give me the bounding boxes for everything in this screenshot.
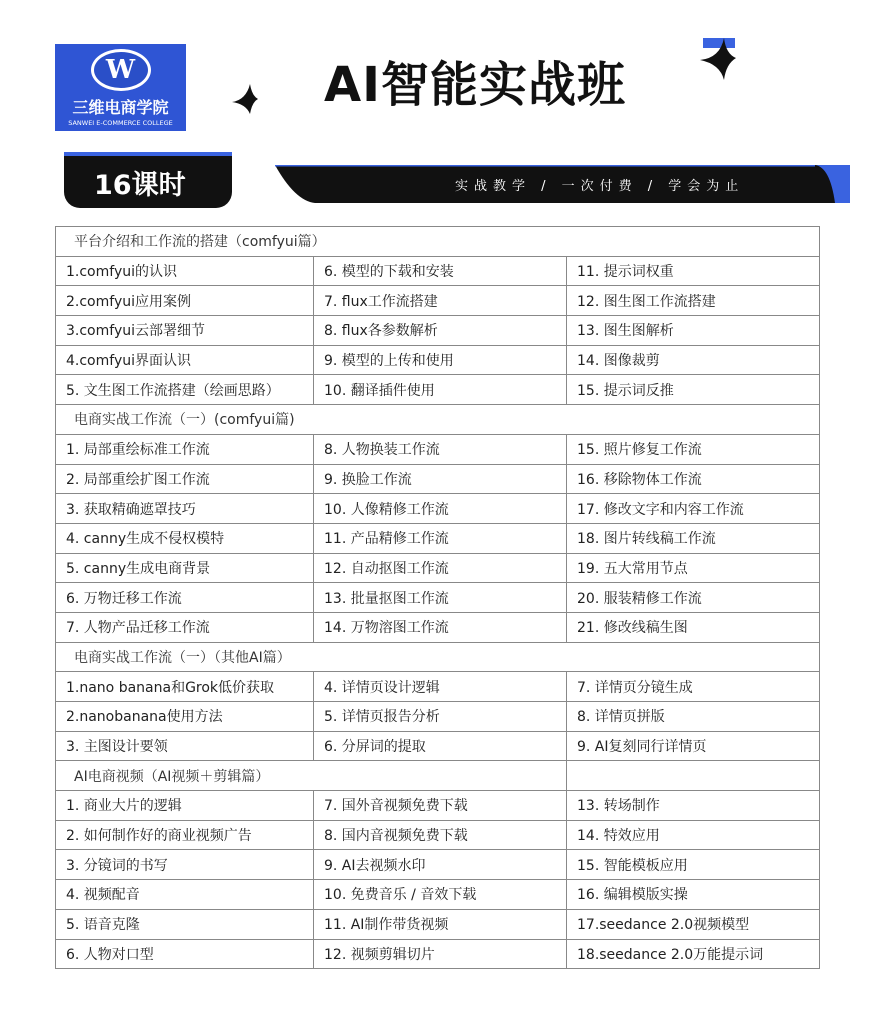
table-row xyxy=(56,672,820,702)
lesson-cell: 20. 服装精修工作流 xyxy=(567,583,820,613)
page-title: AI智能实战班 xyxy=(324,57,627,113)
table-row xyxy=(56,820,820,850)
section-header-row xyxy=(56,642,820,672)
section-title: 平台介绍和工作流的搭建（comfyui篇） xyxy=(56,227,820,257)
slogan-text: 实战教学 / 一次付费 / 学会为止 xyxy=(455,179,745,194)
lesson-cell: 11. 提示词权重 xyxy=(567,256,820,286)
lesson-cell: 4. canny生成不侵权模特 xyxy=(56,523,314,553)
section-title: 电商实战工作流（一）(comfyui篇) xyxy=(56,405,820,435)
lesson-cell: 15. 照片修复工作流 xyxy=(567,434,820,464)
logo-name-cn: 三维电商学院 xyxy=(72,98,169,117)
lesson-cell: 13. 图生图解析 xyxy=(567,316,820,346)
lesson-cell: 2. 局部重绘扩图工作流 xyxy=(56,464,314,494)
section-header-row xyxy=(56,227,820,257)
lesson-cell: 1. 商业大片的逻辑 xyxy=(56,791,314,821)
lesson-cell: 6. 人物对口型 xyxy=(56,939,314,969)
empty-cell xyxy=(567,761,820,791)
lesson-cell: 5. canny生成电商背景 xyxy=(56,553,314,583)
section-title: 电商实战工作流（一）（其他AI篇） xyxy=(56,642,820,672)
table-row xyxy=(56,850,820,880)
lesson-cell: 16. 编辑模版实操 xyxy=(567,880,820,910)
lesson-cell: 7. 人物产品迁移工作流 xyxy=(56,612,314,642)
table-row xyxy=(56,523,820,553)
lesson-cell: 1. 局部重绘标准工作流 xyxy=(56,434,314,464)
section-title: AI电商视频（AI视频＋剪辑篇） xyxy=(56,761,567,791)
lesson-cell: 18. 图片转线稿工作流 xyxy=(567,523,820,553)
hours-badge: 16课时 xyxy=(64,152,232,208)
lesson-cell: 13. 转场制作 xyxy=(567,791,820,821)
lesson-cell: 3.comfyui云部署细节 xyxy=(56,316,314,346)
lesson-cell: 14. 特效应用 xyxy=(567,820,820,850)
lesson-cell: 4.comfyui界面认识 xyxy=(56,345,314,375)
table-row xyxy=(56,880,820,910)
lesson-cell: 15. 提示词反推 xyxy=(567,375,820,405)
lesson-cell: 9. 换脸工作流 xyxy=(314,464,567,494)
table-row xyxy=(56,553,820,583)
lesson-cell: 3. 获取精确遮罩技巧 xyxy=(56,494,314,524)
lesson-cell: 11. 产品精修工作流 xyxy=(314,523,567,553)
lesson-cell: 10. 免费音乐 / 音效下载 xyxy=(314,880,567,910)
table-row xyxy=(56,256,820,286)
lesson-cell: 3. 主图设计要领 xyxy=(56,731,314,761)
table-row xyxy=(56,316,820,346)
lesson-cell: 19. 五大常用节点 xyxy=(567,553,820,583)
logo-name-en: SANWEI E-COMMERCE COLLEGE xyxy=(68,119,173,127)
lesson-cell: 3. 分镜词的书写 xyxy=(56,850,314,880)
lesson-cell: 5. 文生图工作流搭建（绘画思路） xyxy=(56,375,314,405)
lesson-cell: 13. 批量抠图工作流 xyxy=(314,583,567,613)
lesson-cell: 10. 翻译插件使用 xyxy=(314,375,567,405)
section-header-row xyxy=(56,405,820,435)
lesson-cell: 7. 详情页分镜生成 xyxy=(567,672,820,702)
lesson-cell: 2.comfyui应用案例 xyxy=(56,286,314,316)
lesson-cell: 17. 修改文字和内容工作流 xyxy=(567,494,820,524)
college-logo xyxy=(55,44,186,131)
lesson-cell: 9. 模型的上传和使用 xyxy=(314,345,567,375)
lesson-cell: 6. 万物迁移工作流 xyxy=(56,583,314,613)
lesson-cell: 15. 智能模板应用 xyxy=(567,850,820,880)
table-row xyxy=(56,791,820,821)
logo-emblem: W xyxy=(91,49,151,91)
table-row xyxy=(56,345,820,375)
sparkle-icon xyxy=(232,84,258,114)
lesson-cell: 12. 图生图工作流搭建 xyxy=(567,286,820,316)
lesson-cell: 5. 语音克隆 xyxy=(56,909,314,939)
lesson-cell: 2.nanobanana使用方法 xyxy=(56,702,314,732)
table-row xyxy=(56,286,820,316)
lesson-cell: 12. 自动抠图工作流 xyxy=(314,553,567,583)
lesson-cell: 8. flux各参数解析 xyxy=(314,316,567,346)
table-row xyxy=(56,494,820,524)
lesson-cell: 9. AI复刻同行详情页 xyxy=(567,731,820,761)
table-row xyxy=(56,939,820,969)
lesson-cell: 5. 详情页报告分析 xyxy=(314,702,567,732)
course-table xyxy=(55,226,820,969)
table-row xyxy=(56,702,820,732)
lesson-cell: 11. AI制作带货视频 xyxy=(314,909,567,939)
lesson-cell: 16. 移除物体工作流 xyxy=(567,464,820,494)
table-row xyxy=(56,464,820,494)
table-row xyxy=(56,612,820,642)
section-header-row xyxy=(56,761,820,791)
lesson-cell: 7. flux工作流搭建 xyxy=(314,286,567,316)
lesson-cell: 1.comfyui的认识 xyxy=(56,256,314,286)
table-row xyxy=(56,909,820,939)
table-row xyxy=(56,583,820,613)
lesson-cell: 14. 万物溶图工作流 xyxy=(314,612,567,642)
lesson-cell: 21. 修改线稿生图 xyxy=(567,612,820,642)
lesson-cell: 6. 分屏词的提取 xyxy=(314,731,567,761)
lesson-cell: 6. 模型的下载和安装 xyxy=(314,256,567,286)
table-row xyxy=(56,375,820,405)
lesson-cell: 2. 如何制作好的商业视频广告 xyxy=(56,820,314,850)
lesson-cell: 10. 人像精修工作流 xyxy=(314,494,567,524)
lesson-cell: 1.nano banana和Grok低价获取 xyxy=(56,672,314,702)
lesson-cell: 4. 详情页设计逻辑 xyxy=(314,672,567,702)
sparkle-icon xyxy=(700,38,736,80)
table-row xyxy=(56,731,820,761)
lesson-cell: 7. 国外音视频免费下载 xyxy=(314,791,567,821)
lesson-cell: 8. 国内音视频免费下载 xyxy=(314,820,567,850)
lesson-cell: 4. 视频配音 xyxy=(56,880,314,910)
lesson-cell: 9. AI去视频水印 xyxy=(314,850,567,880)
lesson-cell: 14. 图像裁剪 xyxy=(567,345,820,375)
lesson-cell: 18.seedance 2.0万能提示词 xyxy=(567,939,820,969)
lesson-cell: 8. 详情页拼版 xyxy=(567,702,820,732)
lesson-cell: 8. 人物换装工作流 xyxy=(314,434,567,464)
lesson-cell: 17.seedance 2.0视频模型 xyxy=(567,909,820,939)
table-row xyxy=(56,434,820,464)
lesson-cell: 12. 视频剪辑切片 xyxy=(314,939,567,969)
